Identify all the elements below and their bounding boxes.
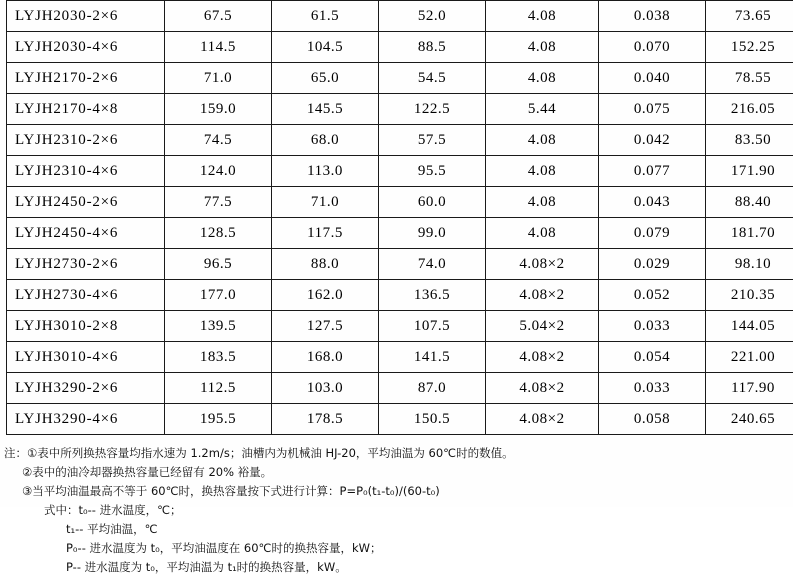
table-row: [7, 311, 793, 342]
cell-pressure-drop: 0.033: [599, 311, 706, 342]
cell-capacity-1: 124.0: [165, 156, 272, 187]
cell-power: 4.08: [486, 187, 599, 218]
cell-weight: 83.50: [706, 125, 793, 156]
cell-capacity-3: 87.0: [379, 373, 486, 404]
note-line-6: P₀-- 进水温度为 t₀，平均油温度在 60℃时的换热容量，kW；: [4, 539, 793, 558]
table-row: [7, 32, 793, 63]
cell-model: LYJH3010-4×6: [7, 342, 165, 373]
cell-power: 4.08: [486, 125, 599, 156]
cell-capacity-1: 195.5: [165, 404, 272, 435]
cell-capacity-2: 127.5: [272, 311, 379, 342]
cell-capacity-1: 128.5: [165, 218, 272, 249]
note-line-1: 注：①表中所列换热容量均指水速为 1.2m/s；油槽内为机械油 HJ-20，平均油温为 60℃时的数值。: [4, 444, 793, 463]
cell-capacity-2: 168.0: [272, 342, 379, 373]
cell-capacity-1: 67.5: [165, 1, 272, 32]
cell-pressure-drop: 0.058: [599, 404, 706, 435]
cell-weight: 98.10: [706, 249, 793, 280]
cell-capacity-2: 145.5: [272, 94, 379, 125]
cell-weight: 240.65: [706, 404, 793, 435]
cell-capacity-2: 103.0: [272, 373, 379, 404]
cell-capacity-2: 178.5: [272, 404, 379, 435]
cell-power: 5.44: [486, 94, 599, 125]
cell-capacity-1: 74.5: [165, 125, 272, 156]
cell-capacity-1: 77.5: [165, 187, 272, 218]
cell-model: LYJH2450-4×6: [7, 218, 165, 249]
table-row: [7, 125, 793, 156]
cell-capacity-3: 122.5: [379, 94, 486, 125]
cell-capacity-1: 177.0: [165, 280, 272, 311]
cell-weight: 152.25: [706, 32, 793, 63]
notes-block: [4, 444, 793, 577]
cell-capacity-1: 159.0: [165, 94, 272, 125]
cell-model: LYJH2030-2×6: [7, 1, 165, 32]
cell-power: 4.08×2: [486, 342, 599, 373]
cell-capacity-2: 68.0: [272, 125, 379, 156]
note-line-7: P-- 进水温度为 t₀，平均油温为 t₁时的换热容量，kW。: [4, 558, 793, 577]
cell-capacity-3: 99.0: [379, 218, 486, 249]
cell-pressure-drop: 0.052: [599, 280, 706, 311]
note-line-4: 式中：t₀-- 进水温度，℃；: [4, 501, 793, 520]
cell-power: 4.08×2: [486, 373, 599, 404]
cell-model: LYJH2730-4×6: [7, 280, 165, 311]
cell-weight: 221.00: [706, 342, 793, 373]
cell-pressure-drop: 0.038: [599, 1, 706, 32]
cell-power: 4.08: [486, 32, 599, 63]
table-row: [7, 94, 793, 125]
table-row: [7, 249, 793, 280]
cell-pressure-drop: 0.075: [599, 94, 706, 125]
cell-weight: 210.35: [706, 280, 793, 311]
table-row: [7, 373, 793, 404]
cell-capacity-3: 74.0: [379, 249, 486, 280]
cell-power: 4.08: [486, 156, 599, 187]
cell-capacity-2: 104.5: [272, 32, 379, 63]
table-row: [7, 404, 793, 435]
table-row: [7, 156, 793, 187]
cell-model: LYJH2170-2×6: [7, 63, 165, 94]
table-row: [7, 218, 793, 249]
cell-pressure-drop: 0.043: [599, 187, 706, 218]
cell-power: 4.08: [486, 1, 599, 32]
cell-capacity-2: 162.0: [272, 280, 379, 311]
cell-model: LYJH2030-4×6: [7, 32, 165, 63]
cell-capacity-3: 107.5: [379, 311, 486, 342]
cell-capacity-1: 112.5: [165, 373, 272, 404]
cell-weight: 216.05: [706, 94, 793, 125]
table-row: [7, 342, 793, 373]
cell-capacity-2: 65.0: [272, 63, 379, 94]
cell-pressure-drop: 0.042: [599, 125, 706, 156]
table-body: [7, 1, 793, 435]
cell-capacity-2: 117.5: [272, 218, 379, 249]
cell-power: 4.08×2: [486, 249, 599, 280]
cell-capacity-3: 60.0: [379, 187, 486, 218]
cell-capacity-1: 183.5: [165, 342, 272, 373]
cell-pressure-drop: 0.033: [599, 373, 706, 404]
cell-capacity-2: 113.0: [272, 156, 379, 187]
cell-power: 4.08: [486, 63, 599, 94]
cell-model: LYJH3290-4×6: [7, 404, 165, 435]
oil-cooler-spec-table: [6, 0, 793, 435]
note-line-2: ②表中的油冷却器换热容量已经留有 20% 裕量。: [4, 463, 793, 482]
note-line-3: ③当平均油温最高不等于 60℃时，换热容量按下式进行计算：P=P₀(t₁-t₀)/(60-t₀): [4, 482, 793, 501]
cell-capacity-3: 88.5: [379, 32, 486, 63]
cell-pressure-drop: 0.054: [599, 342, 706, 373]
cell-power: 4.08: [486, 218, 599, 249]
note-line-5: t₁-- 平均油温，℃: [4, 520, 793, 539]
cell-weight: 78.55: [706, 63, 793, 94]
cell-model: LYJH2310-4×6: [7, 156, 165, 187]
table-row: [7, 280, 793, 311]
cell-capacity-1: 71.0: [165, 63, 272, 94]
cell-model: LYJH3010-2×8: [7, 311, 165, 342]
cell-capacity-3: 54.5: [379, 63, 486, 94]
cell-model: LYJH2310-2×6: [7, 125, 165, 156]
cell-capacity-3: 95.5: [379, 156, 486, 187]
table-row: [7, 187, 793, 218]
cell-capacity-2: 88.0: [272, 249, 379, 280]
cell-weight: 88.40: [706, 187, 793, 218]
cell-power: 4.08×2: [486, 404, 599, 435]
cell-model: LYJH2450-2×6: [7, 187, 165, 218]
cell-capacity-2: 71.0: [272, 187, 379, 218]
cell-capacity-3: 150.5: [379, 404, 486, 435]
cell-capacity-3: 57.5: [379, 125, 486, 156]
cell-capacity-1: 139.5: [165, 311, 272, 342]
cell-pressure-drop: 0.079: [599, 218, 706, 249]
cell-capacity-2: 61.5: [272, 1, 379, 32]
cell-pressure-drop: 0.040: [599, 63, 706, 94]
cell-weight: 73.65: [706, 1, 793, 32]
cell-weight: 171.90: [706, 156, 793, 187]
cell-weight: 117.90: [706, 373, 793, 404]
cell-model: LYJH3290-2×6: [7, 373, 165, 404]
cell-power: 4.08×2: [486, 280, 599, 311]
cell-pressure-drop: 0.077: [599, 156, 706, 187]
cell-capacity-3: 136.5: [379, 280, 486, 311]
cell-weight: 144.05: [706, 311, 793, 342]
cell-pressure-drop: 0.029: [599, 249, 706, 280]
table-row: [7, 63, 793, 94]
cell-model: LYJH2730-2×6: [7, 249, 165, 280]
cell-capacity-1: 96.5: [165, 249, 272, 280]
cell-weight: 181.70: [706, 218, 793, 249]
cell-power: 5.04×2: [486, 311, 599, 342]
cell-pressure-drop: 0.070: [599, 32, 706, 63]
cell-capacity-1: 114.5: [165, 32, 272, 63]
cell-capacity-3: 141.5: [379, 342, 486, 373]
table-row: [7, 1, 793, 32]
cell-capacity-3: 52.0: [379, 1, 486, 32]
cell-model: LYJH2170-4×8: [7, 94, 165, 125]
